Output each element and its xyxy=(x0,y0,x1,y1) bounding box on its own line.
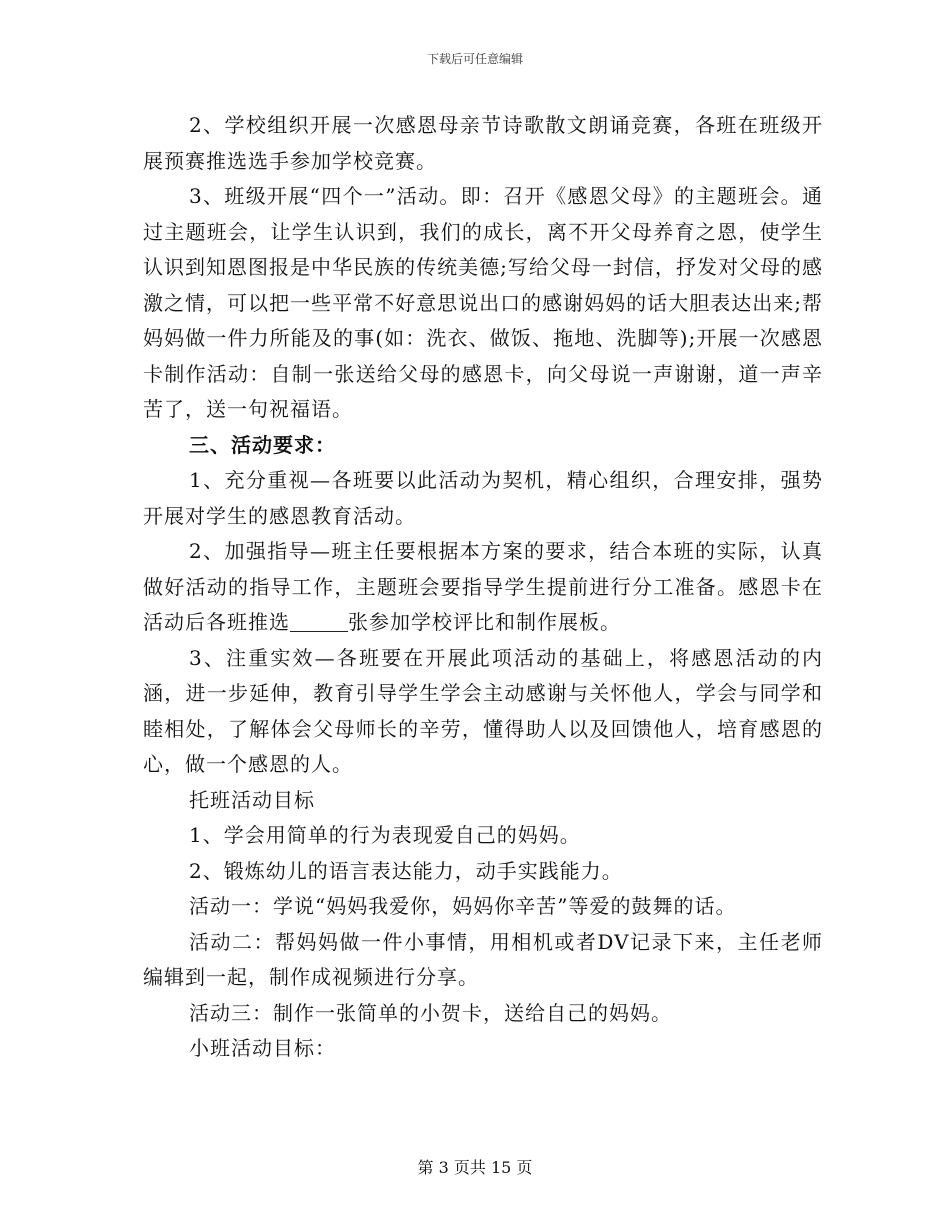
activity-item-3: 活动三：制作一张简单的小贺卡，送给自己的妈妈。 xyxy=(189,1000,672,1025)
guidance-text-part2: 张参加学校评比和制作展板。 xyxy=(348,610,621,634)
fill-in-blank xyxy=(290,611,348,632)
activity-item-1: 活动一：学说“妈妈我爱你，妈妈你辛苦”等爱的鼓舞的话。 xyxy=(189,894,737,918)
paragraph-four-ones-activity: 3、班级开展“四个一”活动。即：召开《感恩父母》的主题班会。通过主题班会，让学生认识到，我们的成长，离不开父母养育之恩，使学生认识到知恩图报是中华民族的传统美德;写给父母一封信，抒发对父母的感激之情，可以把一些平常不好意思说出口的感谢妈妈的话大胆表达出来;帮妈妈做一件力所能及的事(如：洗衣、做饭、拖地、洗脚等);开展一次感恩卡制作活动：自制一张送给父母的感恩卡，向父母说一声谢谢，道一声辛苦了，送一句祝福语。 xyxy=(143,184,823,421)
paragraph-school-competition: 2、学校组织开展一次感恩母亲节诗歌散文朗诵竞赛，各班在班级开展预赛推选选手参加学校竞赛。 xyxy=(143,113,823,173)
guidance-text-part1: 2、加强指导—班主任要根据本方案的要求，结合本班的实际，认真做好活动的指导工作，主题班会要指导学生提前进行分工准备。感恩卡在活动后各班推选 xyxy=(143,539,823,634)
goal-item-2: 2、锻炼幼儿的语言表达能力，动手实践能力。 xyxy=(189,858,623,883)
page-header: 下载后可任意编辑 xyxy=(426,52,523,66)
heading-small-class-goals: 小班活动目标： xyxy=(189,1036,336,1060)
section-heading-requirements: 三、活动要求： xyxy=(189,432,336,457)
document-body xyxy=(143,108,823,1067)
paragraph-strengthen-guidance xyxy=(143,534,823,641)
goal-item-1: 1、学会用简单的行为表现爱自己的妈妈。 xyxy=(189,823,581,847)
activity-item-2: 活动二：帮妈妈做一件小事情，用相机或者DV记录下来，主任老师编辑到一起，制作成视频进行分享。 xyxy=(143,929,823,989)
paragraph-practical-effect: 3、注重实效—各班要在开展此项活动的基础上，将感恩活动的内涵，进一步延伸，教育引导学生学会主动感谢与关怀他人，学会与同学和睦相处，了解体会父母师长的辛劳，懂得助人以及回馈他人，培育感恩的心，做一个感恩的人。 xyxy=(143,645,823,776)
page-number: 第 3 页共 15 页 xyxy=(417,1158,533,1177)
heading-nursery-goals: 托班活动目标 xyxy=(189,787,315,812)
paragraph-attach-importance: 1、充分重视—各班要以此活动为契机，精心组织，合理安排，强势开展对学生的感恩教育活动。 xyxy=(143,468,823,528)
